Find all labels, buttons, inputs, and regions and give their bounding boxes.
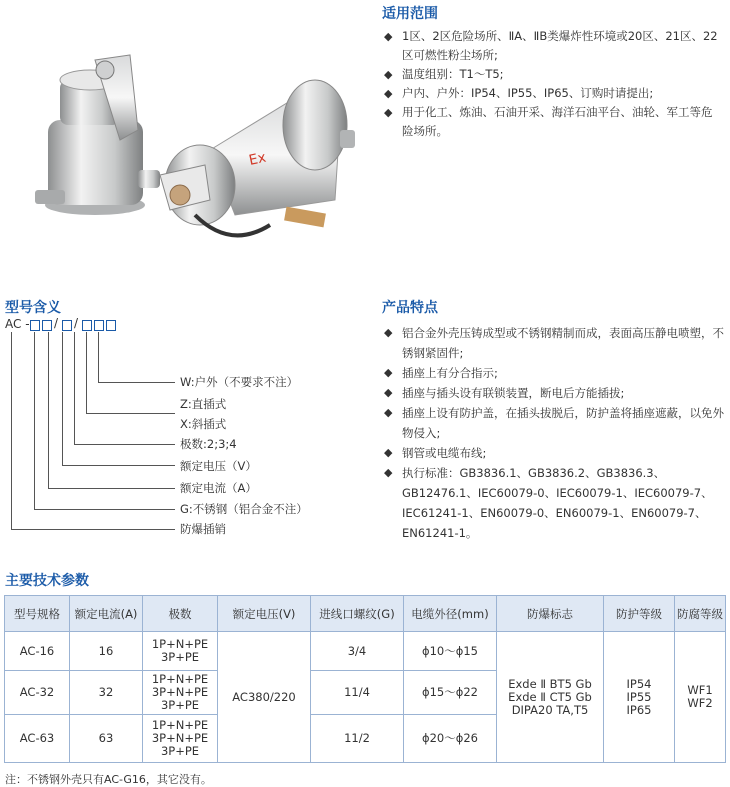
- connector-line: [62, 465, 175, 466]
- scope-heading: 适用范围: [382, 6, 438, 22]
- model-box: [42, 320, 52, 331]
- ex-mark: Exde Ⅱ CT5 Gb: [508, 689, 592, 704]
- wf-value: WF1: [687, 683, 713, 697]
- model-slash: /: [74, 316, 79, 330]
- cell-thread: 11/2: [311, 715, 404, 763]
- model-label: 防爆插销: [180, 522, 226, 536]
- cell-poles: [143, 715, 218, 763]
- cell-thread: 11/4: [311, 671, 404, 715]
- ip-value: IP54: [626, 676, 652, 691]
- pole-value: 1P+N+PE: [151, 718, 209, 732]
- connector-line: [74, 444, 175, 445]
- model-box: [30, 320, 40, 331]
- cell-current: 16: [70, 632, 143, 671]
- scope-item: ◆ 温度组别：T1～T5;: [384, 65, 719, 84]
- feature-item: ◆ 插座上设有防护盖，在插头拔脱后，防护盖将插座遮蔽，以免外物侵入;: [384, 403, 724, 443]
- scope-item: ◆ 户内、户外：IP54、IP55、IP65、订购时请提出;: [384, 84, 719, 103]
- model-label: 额定电流（A）: [180, 481, 257, 495]
- ip-value: IP55: [626, 689, 652, 704]
- column-header: 极数: [143, 596, 218, 632]
- pole-value: 1P+N+PE: [151, 637, 209, 651]
- connector-line: [11, 529, 175, 530]
- product-photo: [0, 0, 360, 250]
- column-header: 进线口螺纹(G): [311, 596, 404, 632]
- connector-line: [62, 332, 63, 465]
- column-header: 电缆外径(mm): [404, 596, 497, 632]
- model-heading: 型号含义: [5, 300, 61, 316]
- cell-voltage: AC380/220: [218, 632, 311, 763]
- model-box: [94, 320, 104, 331]
- features-heading: 产品特点: [382, 300, 438, 316]
- connector-line: [74, 332, 75, 444]
- feature-item: ◆ 插座上有分合指示;: [384, 363, 724, 383]
- scope-item: ◆ 用于化工、炼油、石油开采、海洋石油平台、油轮、军工等危险场所。: [384, 103, 719, 141]
- connector-line: [98, 332, 99, 382]
- model-slash: /: [54, 316, 59, 330]
- cell-ex-marks: [497, 632, 604, 763]
- cell-current: 63: [70, 715, 143, 763]
- column-header: 额定电流(A): [70, 596, 143, 632]
- column-header: 防腐等级: [675, 596, 726, 632]
- feature-item: ◆ 执行标准：GB3836.1、GB3836.2、GB3836.3、GB12476.1、IEC60079-0、IEC60079-1、IEC60079-7、IEC61241-1、EN60079-0、EN60079-1、EN60079-7、EN61241-1。: [384, 463, 724, 543]
- model-label: 额定电压（V）: [180, 459, 257, 473]
- table-header-row: [5, 596, 726, 632]
- pole-value: 3P+N+PE: [151, 685, 209, 699]
- connector-line: [48, 488, 175, 489]
- plug-image: [160, 80, 355, 235]
- model-box: [82, 320, 92, 331]
- connector-line: [11, 332, 12, 529]
- pole-value: 3P+PE: [160, 698, 200, 712]
- model-box: [106, 320, 116, 331]
- cell-model: AC-16: [5, 632, 70, 671]
- model-label: W:户外（不要求不注）: [180, 375, 299, 389]
- cell-poles: [143, 632, 218, 671]
- feature-item: ◆ 钢管或电缆布线;: [384, 443, 724, 463]
- pole-value: 3P+PE: [160, 650, 200, 664]
- svg-text:Ex: Ex: [247, 149, 268, 169]
- connector-line: [86, 413, 175, 414]
- model-label: 极数:2;3;4: [180, 437, 237, 451]
- connector-line: [34, 332, 35, 509]
- ex-mark: DIPA20 TA,T5: [511, 702, 589, 717]
- feature-item: ◆ 插座与插头设有联锁装置，断电后方能插拔;: [384, 383, 724, 403]
- specs-heading: 主要技术参数: [5, 573, 89, 589]
- connector-line: [34, 509, 175, 510]
- cell-thread: 3/4: [311, 632, 404, 671]
- cell-cable: ϕ20～ϕ26: [404, 715, 497, 763]
- model-label: G:不锈钢（铝合金不注）: [180, 502, 308, 516]
- pole-value: 3P+N+PE: [151, 731, 209, 745]
- cell-wf: [675, 632, 726, 763]
- cell-cable: ϕ15～ϕ22: [404, 671, 497, 715]
- pole-value: 3P+PE: [160, 744, 200, 758]
- socket-image: [35, 55, 160, 215]
- column-header: 防爆标志: [497, 596, 604, 632]
- scope-item: ◆ 1区、2区危险场所、ⅡA、ⅡB类爆炸性环境或20区、21区、22区可燃性粉尘场所;: [384, 27, 719, 65]
- connector-line: [86, 332, 87, 413]
- cell-cable: ϕ10～ϕ15: [404, 632, 497, 671]
- ex-mark: Exde Ⅱ BT5 Gb: [508, 676, 592, 691]
- model-box: [62, 320, 72, 331]
- footnote: 注：不锈钢外壳只有AC-G16，其它没有。: [5, 773, 212, 786]
- model-label: X:斜插式: [180, 417, 227, 431]
- pole-value: 1P+N+PE: [151, 672, 209, 686]
- cell-ip: [604, 632, 675, 763]
- connector-line: [48, 332, 49, 488]
- connector-line: [98, 382, 175, 383]
- features-list: [384, 323, 724, 543]
- model-prefix: AC -: [5, 317, 30, 331]
- spec-table: [4, 595, 726, 763]
- feature-item: ◆ 铝合金外壳压铸成型或不锈钢精制而成，表面高压静电喷塑，不锈钢紧固件;: [384, 323, 724, 363]
- scope-list: [384, 27, 719, 141]
- column-header: 额定电压(V): [218, 596, 311, 632]
- wf-value: WF2: [687, 696, 713, 710]
- column-header: 防护等级: [604, 596, 675, 632]
- column-header: 型号规格: [5, 596, 70, 632]
- model-label: Z:直插式: [180, 397, 227, 411]
- cell-model: AC-63: [5, 715, 70, 763]
- cell-model: AC-32: [5, 671, 70, 715]
- ip-value: IP65: [626, 702, 652, 717]
- cell-poles: [143, 671, 218, 715]
- table-row: [5, 632, 726, 671]
- cell-current: 32: [70, 671, 143, 715]
